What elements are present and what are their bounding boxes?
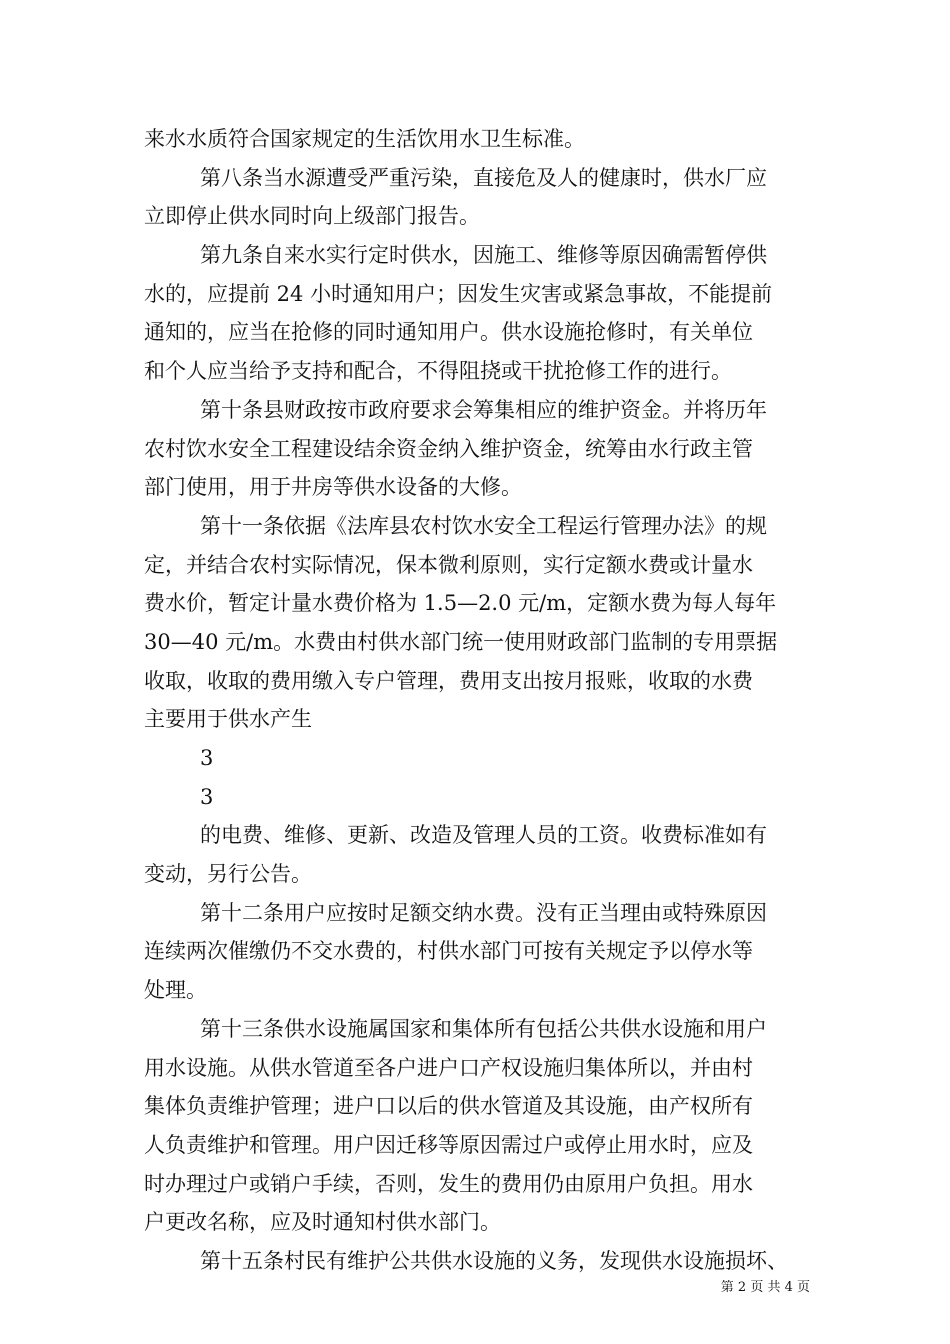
text-line: 部门使用，用于井房等供水设备的大修。 [144, 475, 522, 500]
text-line: 主要用于供水产生 [144, 707, 312, 732]
document-body [144, 120, 824, 1281]
text-line: 和个人应当给予支持和配合，不得阻挠或干扰抢修工作的进行。 [144, 359, 732, 384]
page-number-footer: 第 2 页 共 4 页 [720, 1280, 810, 1295]
text-line: 处理。 [144, 978, 207, 1003]
text-line: 户更改名称，应及时通知村供水部门。 [144, 1210, 501, 1235]
text-line: 定，并结合农村实际情况，保本微利原则，实行定额水费或计量水 [144, 552, 753, 577]
text-line: 3 [200, 784, 214, 809]
text-line: 立即停止供水同时向上级部门报告。 [144, 204, 480, 229]
text-line: 通知的，应当在抢修的同时通知用户。供水设施抢修时，有关单位 [144, 320, 753, 345]
text-line: 人负责维护和管理。用户因迁移等原因需过户或停止用水时，应及 [144, 1132, 753, 1157]
text-line: 收取，收取的费用缴入专户管理，费用支出按月报账，收取的水费 [144, 668, 753, 693]
text-line: 30—40 元/m。水费由村供水部门统一使用财政部门监制的专用票据 [144, 629, 778, 654]
text-line: 集体负责维护管理；进户口以后的供水管道及其设施，由产权所有 [144, 1094, 753, 1119]
text-line: 水的，应提前 24 小时通知用户；因发生灾害或紧急事故，不能提前 [144, 281, 773, 306]
text-line: 农村饮水安全工程建设结余资金纳入维护资金，统筹由水行政主管 [144, 436, 753, 461]
text-line: 的电费、维修、更新、改造及管理人员的工资。收费标准如有 [200, 823, 767, 848]
text-line: 第十三条供水设施属国家和集体所有包括公共供水设施和用户 [200, 1016, 767, 1041]
text-line: 来水水质符合国家规定的生活饮用水卫生标准。 [144, 127, 585, 151]
text-line: 第十一条依据《法库县农村饮水安全工程运行管理办法》的规 [200, 513, 767, 538]
text-line: 第十二条用户应按时足额交纳水费。没有正当理由或特殊原因 [200, 900, 767, 925]
text-line: 第九条自来水实行定时供水，因施工、维修等原因确需暂停供 [200, 243, 767, 268]
text-line: 变动，另行公告。 [144, 862, 312, 887]
text-line: 用水设施。从供水管道至各户进户口产权设施归集体所以，并由村 [144, 1055, 753, 1080]
text-line: 第十条县财政按市政府要求会筹集相应的维护资金。并将历年 [200, 397, 767, 422]
text-line: 第八条当水源遭受严重污染，直接危及人的健康时，供水厂应 [200, 165, 767, 190]
text-line: 第十五条村民有维护公共供水设施的义务，发现供水设施损坏、 [200, 1248, 788, 1273]
text-line: 3 [200, 746, 214, 770]
text-line: 时办理过户或销户手续，否则，发生的费用仍由原用户负担。用水 [144, 1171, 753, 1196]
text-line: 费水价，暂定计量水费价格为 1.5—2.0 元/m，定额水费为每人每年 [144, 591, 777, 616]
text-line: 连续两次催缴仍不交水费的，村供水部门可按有关规定予以停水等 [144, 939, 753, 964]
